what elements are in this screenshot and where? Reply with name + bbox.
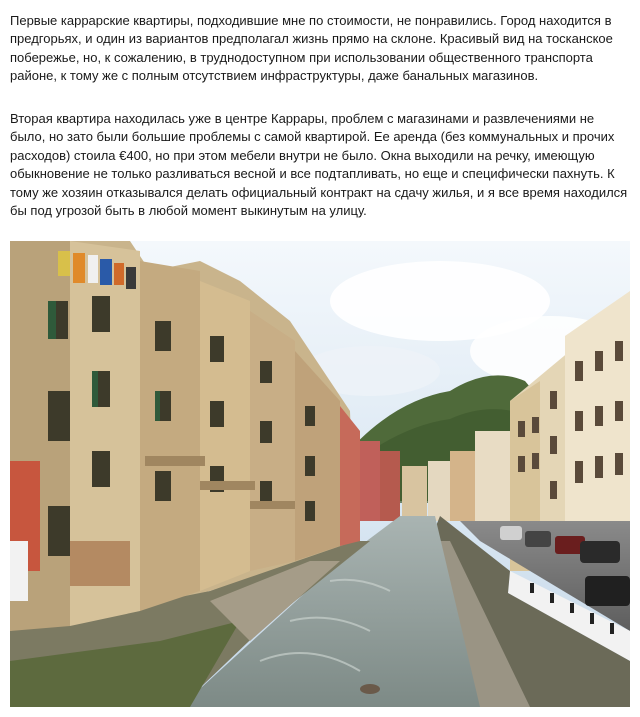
river-street-photo xyxy=(10,241,630,707)
paragraph-second-apartment: Вторая квартира находилась уже в центре Каррары, проблем с магазинами и развлечениями не было, но зато были большие проблемы с самой квартирой. Ее аренда (без коммунальных и прочих расходов) стоила €400, но при этом мебели внутри не было. Окна выходили на речку, имеющую обыкновение не только разливаться весной и все подтапливать, но еще и специфически пахнуть. К тому же хозяин отказывался делать официальный контракт на сдачу жилья, и я все время находился бы под угрозой быть в любой момент выкинутым на улицу. xyxy=(10,111,628,219)
paragraph-first-apartments: Первые каррарские квартиры, подходившие мне по стоимости, не понравились. Город находится в предгорьях, и один из вариантов предполагал жизнь прямо на склоне. Красивый вид на тосканское побережье, но, к сожалению, в труднодоступном при использовании общественного транспорта районе, к тому же с полным отсутствием инфраструктуры, даже банальных магазинов. xyxy=(10,13,613,84)
